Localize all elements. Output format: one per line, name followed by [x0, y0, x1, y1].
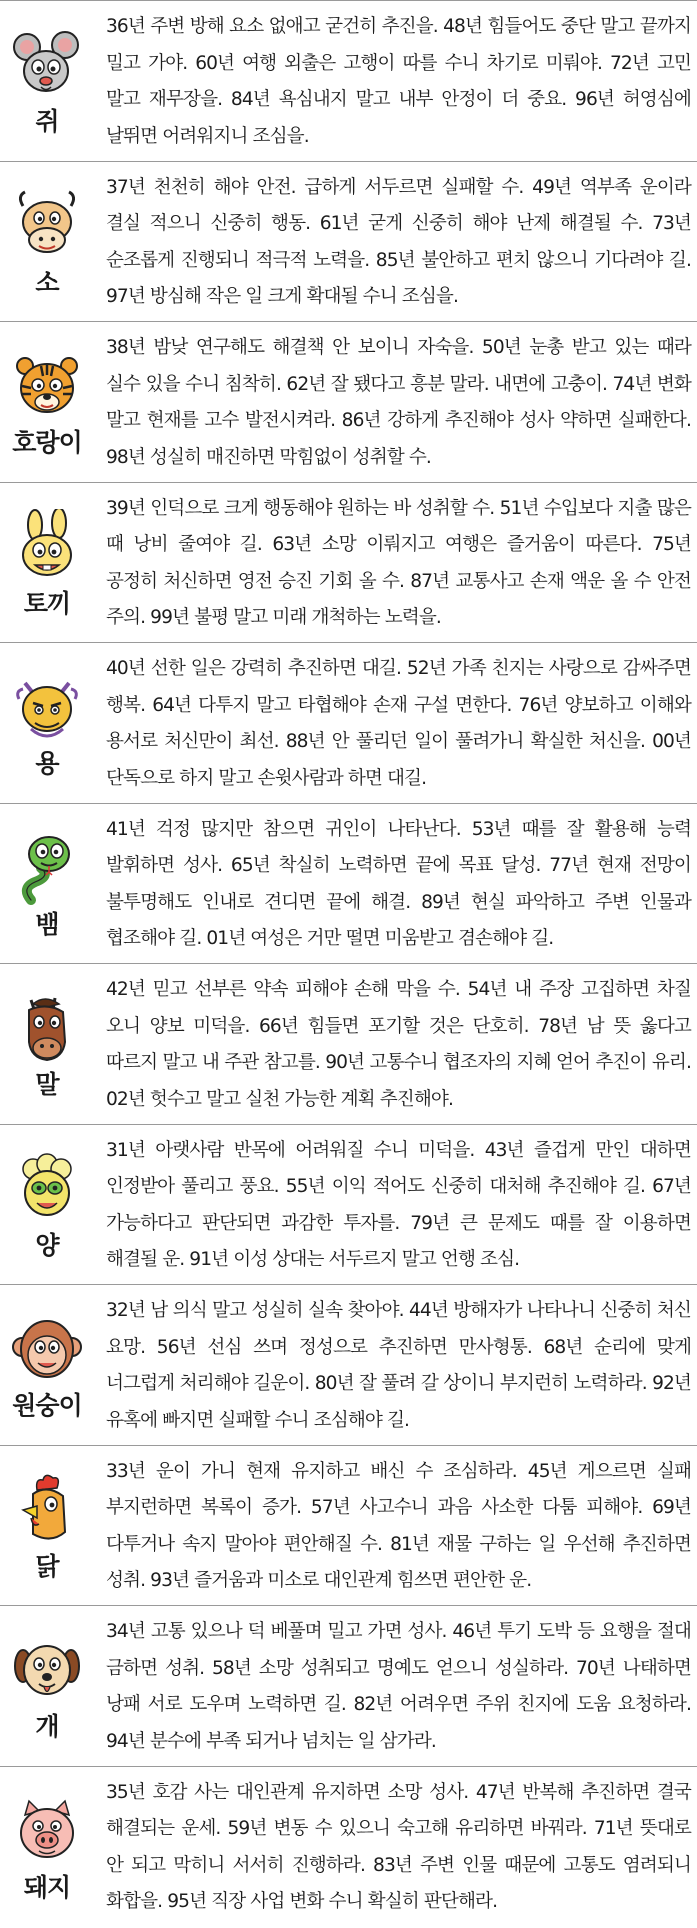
- zodiac-name: 개: [35, 1712, 59, 1742]
- sheep-icon: [11, 1151, 83, 1227]
- snake-icon: [11, 830, 83, 906]
- zodiac-name: 말: [35, 1070, 59, 1100]
- zodiac-name: 닭: [35, 1551, 59, 1581]
- zodiac-animal: [0, 162, 94, 322]
- rat-icon: [11, 27, 83, 103]
- zodiac-row-horse: [0, 964, 697, 1125]
- horse-icon: [11, 990, 83, 1066]
- tiger-icon: [11, 348, 83, 424]
- fortune-text: 34년 고통 있으나 덕 베풀며 밀고 가면 성사. 46년 투기 도박 등 요행을 절대 금하면 성취. 58년 소망 성취되고 명예도 얻으니 성실하라. 70년 나태하면 낭패 서로 도우며 노력하면 길. 82년 어려우면 주위 친지에 도움 요청하라. 94년 분수에 부족 되거나 넘치는 일 삼가라.: [106, 1621, 691, 1752]
- zodiac-row-dragon: [0, 643, 697, 804]
- monkey-icon: [11, 1311, 83, 1387]
- fortune-text: 41년 걱정 많지만 참으면 귀인이 나타난다. 53년 때를 잘 활용해 능력 발휘하면 성사. 65년 착실히 노력하면 끝에 목표 달성. 77년 현재 전망이 불투명해도 인내로 견디면 끝에 해결. 89년 현실 파악하고 주변 인물과 협조해야 길. 01년 여성은 거만 떨면 미움받고 겸손해야 길.: [106, 818, 691, 949]
- fortune-text: 38년 밤낮 연구해도 해결책 안 보이니 자숙을. 50년 눈총 받고 있는 때라 실수 있을 수니 침착히. 62년 잘 됐다고 흥분 말라. 내면에 고충이. 74년 변화 말고 현재를 고수 발전시켜라. 86년 강하게 추진해야 성사 약하면 실패한다. 98년 성실히 매진하면 막힘없이 성취할 수.: [106, 337, 691, 468]
- zodiac-animal: [0, 322, 94, 482]
- zodiac-row-tiger: [0, 322, 697, 483]
- zodiac-animal: [0, 1606, 94, 1766]
- dragon-icon: [11, 669, 83, 745]
- zodiac-name: 돼지: [23, 1873, 71, 1903]
- fortune-text: 37년 천천히 해야 안전. 급하게 서두르면 실패할 수. 49년 역부족 운이라 결실 적으니 신중히 행동. 61년 굳게 신중히 해야 난제 해결될 수. 73년 순조롭게 진행되니 적극적 노력을. 85년 불안하고 편치 않으니 기다려야 길. 97년 방심해 작은 일 크게 확대될 수니 조심을.: [106, 176, 691, 307]
- fortune-text: 32년 남 의식 말고 성실히 실속 찾아야. 44년 방해자가 나타나니 신중히 처신 요망. 56년 선심 쓰며 정성으로 추진하면 만사형통. 68년 순리에 맞게 너그럽게 처리해야 길운이. 80년 잘 풀려 갈 상이니 부지런히 노력하라. 92년 유혹에 빠지면 실패할 수니 조심해야 길.: [106, 1300, 691, 1431]
- zodiac-animal: [0, 1285, 94, 1445]
- dog-icon: [11, 1632, 83, 1708]
- fortune-text: 39년 인덕으로 크게 행동해야 원하는 바 성취할 수. 51년 수입보다 지출 많은 때 낭비 줄여야 길. 63년 소망 이뤄지고 여행은 즐거움이 따른다. 75년 공정히 처신하면 영전 승진 기회 올 수. 87년 교통사고 손재 액운 올 수 안전 주의. 99년 불평 말고 미래 개척하는 노력을.: [106, 497, 691, 628]
- zodiac-row-monkey: [0, 1285, 697, 1446]
- zodiac-name: 호랑이: [12, 428, 82, 458]
- zodiac-name: 쥐: [35, 107, 59, 137]
- zodiac-name: 용: [35, 749, 59, 779]
- fortune-text: 42년 믿고 선부른 약속 피해야 손해 막을 수. 54년 내 주장 고집하면 차질 오니 양보 미덕을. 66년 힘들면 포기할 것은 단호히. 78년 남 뜻 옳다고 따르지 말고 내 주관 참고를. 90년 고통수니 협조자의 지혜 얻어 추진이 유리. 02년 헛수고 말고 실천 가능한 계획 추진해야.: [106, 979, 691, 1110]
- fortune-text: 35년 호감 사는 대인관계 유지하면 소망 성사. 47년 반복해 추진하면 결국 해결되는 운세. 59년 변동 수 있으니 숙고해 유리하면 바꿔라. 71년 뜻대로 안 되고 막히니 서서히 진행하라. 83년 주변 인물 때문에 고통도 염려되니 화합을. 95년 직장 사업 변화 수니 확실히 판단해라.: [106, 1781, 691, 1912]
- rabbit-icon: [11, 509, 83, 585]
- zodiac-animal: [0, 804, 94, 964]
- fortune-text: 36년 주변 방해 요소 없애고 굳건히 추진을. 48년 힘들어도 중단 말고 끝까지 밀고 가야. 60년 여행 외출은 고행이 따를 수니 차기로 미뤄야. 72년 고민 말고 재무장을. 84년 욕심내지 말고 내부 안정이 더 중요. 96년 허영심에 날뛰면 어려워지니 조심을.: [106, 16, 691, 147]
- zodiac-row-rabbit: [0, 483, 697, 644]
- zodiac-row-ox: [0, 162, 697, 323]
- zodiac-row-snake: [0, 804, 697, 965]
- zodiac-row-pig: [0, 1767, 697, 1928]
- pig-icon: [11, 1793, 83, 1869]
- zodiac-row-sheep: [0, 1125, 697, 1286]
- ox-icon: [11, 188, 83, 264]
- zodiac-animal: [0, 1767, 94, 1928]
- zodiac-animal: [0, 643, 94, 803]
- zodiac-row-rat: [0, 1, 697, 162]
- zodiac-name: 원숭이: [12, 1391, 82, 1421]
- zodiac-name: 뱀: [35, 909, 59, 939]
- zodiac-name: 소: [35, 267, 59, 297]
- fortune-text: 40년 선한 일은 강력히 추진하면 대길. 52년 가족 친지는 사랑으로 감싸주면 행복. 64년 다투지 말고 타협해야 손재 구설 면한다. 76년 양보하고 이해와 용서로 처신만이 최선. 88년 안 풀리던 일이 풀려가니 확실한 처신을. 00년 단독으로 하지 말고 손윗사람과 하면 대길.: [106, 658, 691, 789]
- zodiac-row-rooster: [0, 1446, 697, 1607]
- zodiac-name: 토끼: [23, 588, 71, 618]
- rooster-icon: [11, 1472, 83, 1548]
- zodiac-animal: [0, 1125, 94, 1285]
- zodiac-animal: [0, 964, 94, 1124]
- zodiac-animal: [0, 483, 94, 643]
- zodiac-animal: [0, 1446, 94, 1606]
- fortune-text: 33년 운이 가니 현재 유지하고 배신 수 조심하라. 45년 게으르면 실패 부지런하면 복록이 증가. 57년 사고수니 과음 사소한 다툼 피해야. 69년 다투거나 속지 말아야 편안해질 수. 81년 재물 구하는 일 우선해 추진하면 성취. 93년 즐거움과 미소로 대인관계 힘쓰면 편안한 운.: [106, 1460, 691, 1591]
- zodiac-name: 양: [35, 1230, 59, 1260]
- zodiac-animal: [0, 1, 94, 161]
- zodiac-row-dog: [0, 1606, 697, 1767]
- fortune-text: 31년 아랫사람 반목에 어려워질 수니 미덕을. 43년 즐겁게 만인 대하면 인정받아 풀리고 풍요. 55년 이익 적어도 신중히 대처해 추진해야 길. 67년 가능하다고 판단되면 과감한 투자를. 79년 큰 문제도 때를 잘 이용하면 해결될 운. 91년 이성 상대는 서두르지 말고 언행 조심.: [106, 1139, 691, 1270]
